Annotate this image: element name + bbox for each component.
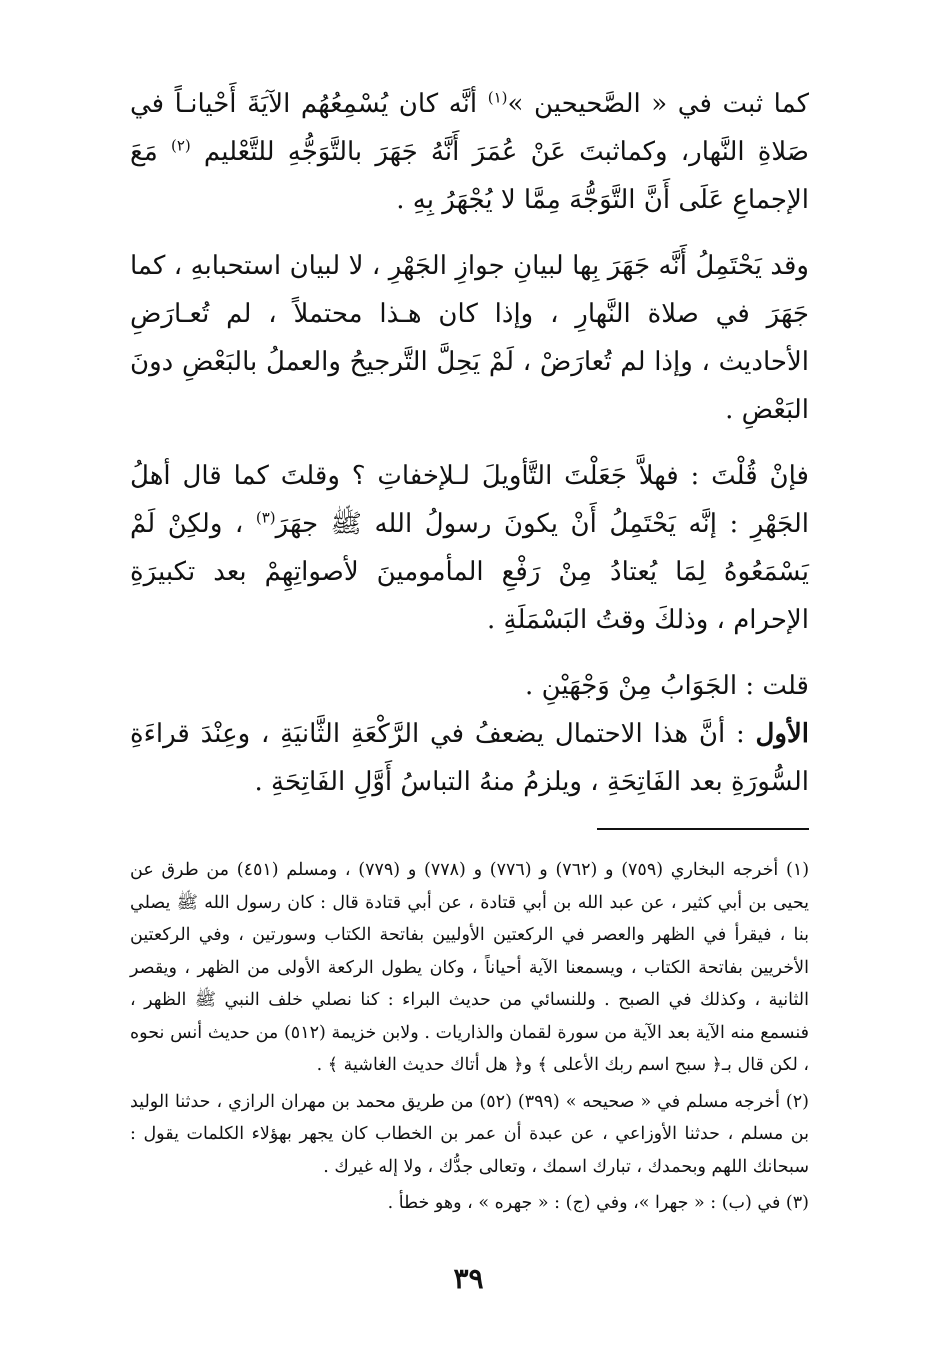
footnote-marker: (٢) bbox=[170, 136, 191, 155]
text-run: مَعَ الإجماعِ عَلَى أَنَّ التَّوَجُّهَ مِمَّا لا يُجْهَرُ بِهِ . bbox=[130, 137, 809, 215]
lead-word: الأول bbox=[755, 719, 809, 749]
paragraph-1 bbox=[130, 80, 809, 224]
text-run: فإنْ قُلْتَ : فهلاَّ جَعَلْتَ التَّأويلَ لـلإخفاتِ ؟ وقلتَ كما قال أهلُ الجَهْرِ : إنَّه يَحْتَمِلُ أَنْ يكونَ رسولُ الله ﷺ جهَرَ bbox=[130, 461, 809, 539]
footnote-marker: (١) bbox=[487, 88, 508, 107]
footnote-2: (٢) أخرجه مسلم في « صحيحه » (٣٩٩) (٥٢) من طريق محمد بن مهران الرازي ، حدثنا الوليد بن مسلم ، حدثنا الأوزاعي ، عن عبدة أن عمر بن الخطاب كان يجهر بهؤلاء الكلمات يقول : سبحانك اللهم وبحمدك ، تبارك اسمك ، وتعالى جدُّك ، ولا إله غيرك . bbox=[130, 1091, 809, 1177]
text-run: كما ثبت في « الصَّحيحين » bbox=[507, 89, 809, 119]
footnote-1: (١) أخرجه البخاري (٧٥٩) و (٧٦٢) و (٧٧٦) و (٧٧٨) و (٧٧٩) ، ومسلم (٤٥١) من طرق عن يحيى بن أبي كثير ، عن عبد الله بن أبي قتادة ، عن أبي قتادة قال : كان رسول الله ﷺ يصلي بنا ، فيقرأ في الظهر والعصر في الركعتين الأوليين بفاتحة الكتاب وسورتين ، وفي الركعتين الأخريين بفاتحة الكتاب ، ويسمعنا الآية أحياناً ، وكان يطول الركعة الأولى من الظهر ، ويقصر الثانية ، وكذلك في الصبح . وللنسائي من حديث البراء : كنا نصلي خلف النبي ﷺ الظهر ، فنسمع منه الآية بعد الآية من سورة لقمان والذاريات . ولابن خزيمة (٥١٢) من حديث أنس نحوه ، لكن قال بـ﴿ سبح اسم ربك الأعلى ﴾ و﴿ هل أتاك حديث الغاشية ﴾ . bbox=[130, 860, 810, 1075]
text-run: : أنَّ هذا الاحتمال يضعفُ في الرَّكْعَةِ الثَّانيَةِ ، وعِنْدَ قراءَةِ السُّورَةِ بعد الفَاتِحَةِ ، ويلزمُ منهُ التباسُ أَوَّلِ الفَاتِحَةِ . bbox=[130, 719, 809, 797]
footnotes bbox=[130, 854, 809, 1220]
text-run: قلت : الجَوَابُ مِنْ وَجْهَيْنِ . bbox=[525, 671, 809, 701]
footnote-3: (٣) في (ب) : « جهرا »، وفي (ج) : « جهره » ، وهو خطأ . bbox=[387, 1193, 809, 1213]
paragraph-5 bbox=[130, 710, 809, 806]
text-run: أنَّه كان يُسْمِعُهُم الآيَةَ أَحْيانـاً في صَلاةِ النَّهار، وكماثبتَ عَنْ عُمَرَ أَنَّهُ جَهَرَ بالتَّوَجُّهِ للتَّعْليم bbox=[130, 89, 809, 167]
text-run: وقد يَحْتَمِلُ أَنَّه جَهَرَ بِها لبيانِ جوازِ الجَهْرِ ، لا لبيان استحبابهِ ، كما جَهَرَ في صلاة النَّهارِ ، وإذا كان هـذا محتملاً ، لم تُعـارَضِ الأحاديث ، وإذا لم تُعارَضْ ، لَمْ يَحِلَّ التَّرجيحُ والعملُ بالبَعْضِ دونَ البَعْضِ . bbox=[130, 251, 809, 425]
footnote-marker: (٣) bbox=[255, 508, 276, 527]
paragraph-4 bbox=[130, 662, 809, 710]
main-text bbox=[130, 80, 809, 806]
page-number: ٣٩ bbox=[453, 1262, 484, 1295]
text-run: ، ولكِنْ لَمْ يَسْمَعُوهُ لِمَا يُعتادُ مِنْ رَفْعِ المأمومينَ لأصواتِهِمْ بعد تكبيرَةِ الإحرام ، وذلكَ وقتُ البَسْمَلَةِ . bbox=[130, 509, 809, 635]
footnote-separator bbox=[597, 828, 809, 830]
paragraph-3 bbox=[130, 452, 809, 644]
footnote-separator-wrap bbox=[130, 828, 809, 830]
paragraph-2 bbox=[130, 242, 809, 434]
